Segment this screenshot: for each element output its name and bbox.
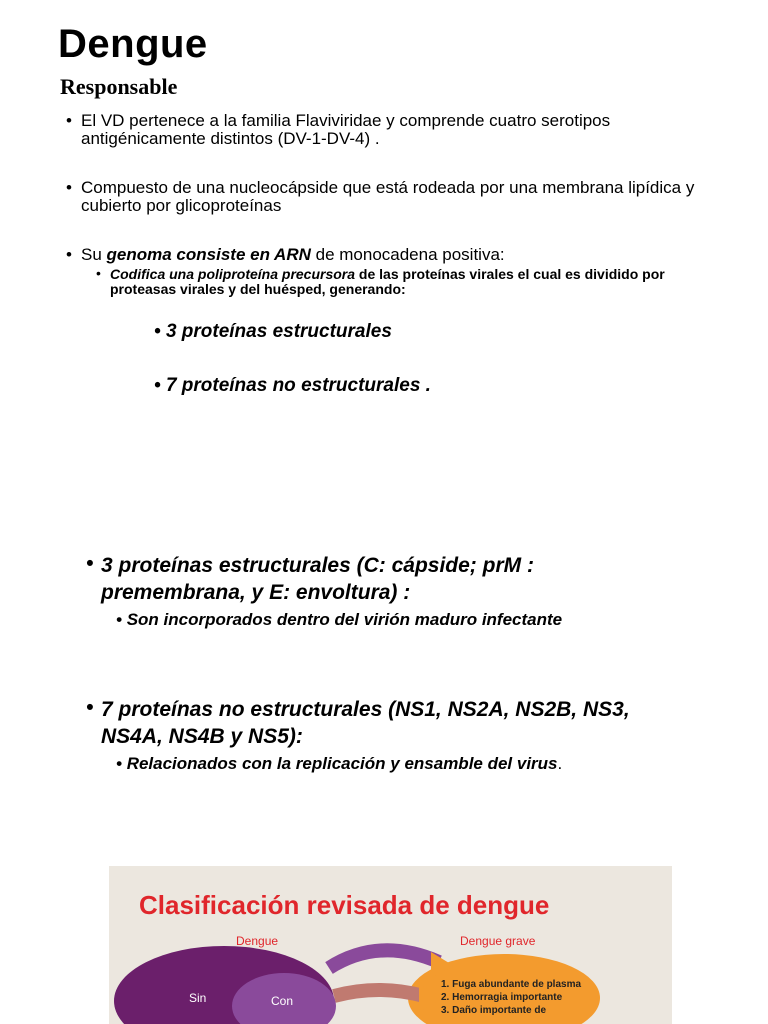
sub-bullet-text: Son incorporados dentro del virión maduro infectante [126,610,563,629]
bullet-dot: • [66,245,72,264]
bullet-dot: • [116,754,122,773]
bullet-item [66,246,706,264]
bullet-dot: • [116,610,122,629]
figure-label-dengue: Dengue [236,934,279,948]
figure-label-con: Con [271,994,294,1008]
figure-title: Clasificación revisada de dengue [139,890,550,920]
bullet-dot: • [86,696,94,719]
bullet-text-post: de monocadena positiva: [310,245,505,264]
bullet-item [86,552,586,606]
sub-bullet-item [96,267,716,297]
bullet-item [66,112,706,148]
arrow-bottom [334,990,424,996]
list-item-text: 3 proteínas estructurales [165,321,392,342]
bullet-dot: • [154,321,161,342]
slide-title: Dengue [58,22,208,66]
bullet-dot: • [96,265,101,281]
bullet-dot: • [66,178,72,197]
classification-figure [109,866,672,1024]
sub-bullet-post: de las proteínas virales el cual es dividido por proteasas virales y del huésped, generando: [110,266,665,297]
sub-bullet-item [116,610,562,630]
list-item [154,375,431,397]
severe-criteria-item: 1. Fuga abundante de plasma [441,979,582,990]
bullet-text: Compuesto de una nucleocápside que está rodeada por una membrana lipídica y cubierto por glicoproteínas [81,178,695,215]
severe-criteria-item: 2. Hemorragia importante [441,992,563,1003]
figure-label-dengue-grave: Dengue grave [460,934,536,948]
bullet-text: 7 proteínas no estructurales (NS1, NS2A, NS2B, NS3, NS4A, NS4B y NS5): [101,698,630,748]
figure-label-sin: Sin [189,991,207,1005]
sub-bullet-text: Relacionados con la replicación y ensamble del virus [126,754,558,773]
sub-bullet-item [116,754,562,774]
sub-bullet-emphasis: Codifica una poliproteína precursora [110,266,356,282]
bullet-text: 3 proteínas estructurales (C: cápside; prM : premembrana, y E: envoltura) : [101,554,534,604]
bullet-dot: • [86,552,94,575]
severe-criteria-list [441,978,581,1017]
bullet-item [86,696,686,750]
list-item-text: 7 proteínas no estructurales . [165,375,431,396]
slide-subtitle: Responsable [60,74,178,99]
sub-bullet-tail: . [557,754,563,773]
list-item [154,321,392,343]
bullet-text-pre: Su [81,245,107,264]
bullet-text: El VD pertenece a la familia Flaviviridae y comprende cuatro serotipos antigénicamente distintos (DV-1-DV-4) . [81,111,611,148]
sub-bullet-text [110,267,716,297]
bullet-dot: • [154,375,161,396]
bullet-dot: • [66,111,72,130]
arrow-top [329,950,439,968]
bullet-item [66,179,706,215]
severe-criteria-item: 3. Daño importante de [441,1005,547,1016]
bullet-text [81,246,706,264]
bullet-text-emphasis: genoma consiste en ARN [106,245,311,264]
